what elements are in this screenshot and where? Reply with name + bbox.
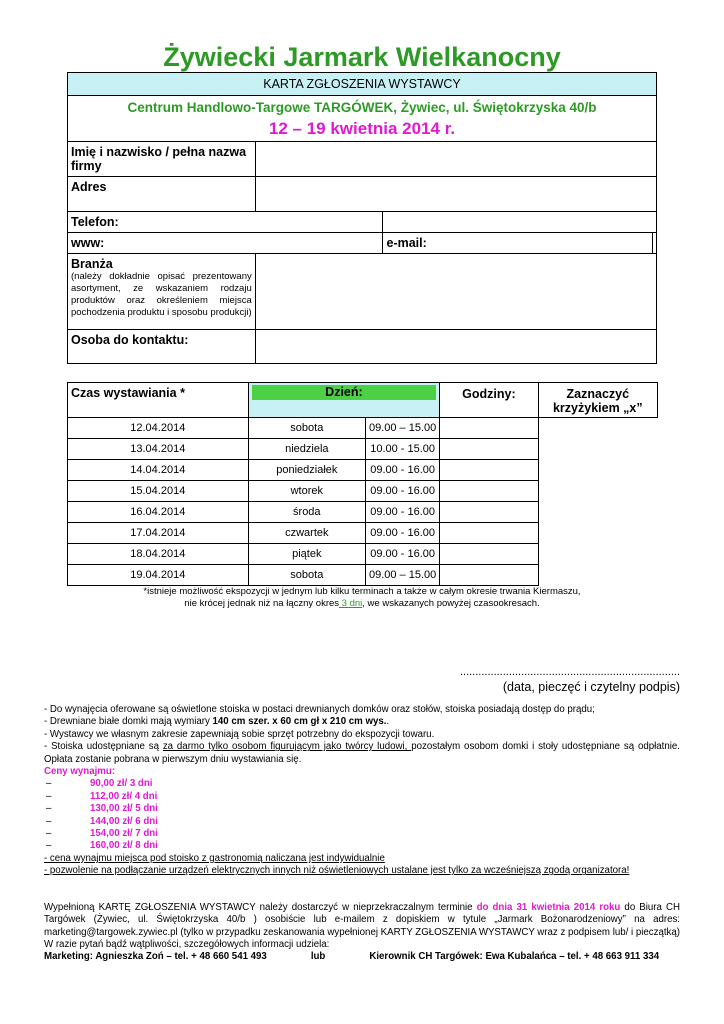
row-mark-checkbox[interactable] xyxy=(440,544,538,565)
info-section xyxy=(44,704,680,964)
price-item: – 154,00 zł/ 7 dni xyxy=(46,828,158,840)
event-dates: 12 – 19 kwietnia 2014 r. xyxy=(268,119,456,138)
branch-cell xyxy=(68,254,256,330)
row-date: 12.04.2014 xyxy=(68,418,249,439)
email-field[interactable] xyxy=(383,233,653,254)
row-mark-checkbox[interactable] xyxy=(440,481,538,502)
name-label: Imię i nazwisko / pełna nazwa firmy xyxy=(68,142,256,177)
row-day: sobota xyxy=(248,565,365,586)
price-item: – 112,00 zł/ 4 dni xyxy=(46,790,158,802)
price-list xyxy=(44,778,680,852)
exhibitor-form xyxy=(67,72,657,364)
info-line: - Do wynajęcia oferowane są oświetlone stoiska w postaci drewnianych domków oraz stołów, stoiska posiadają dostęp do prądu; xyxy=(44,704,595,715)
row-date: 15.04.2014 xyxy=(68,481,249,502)
price-item: – 130,00 zł/ 5 dni xyxy=(46,803,158,815)
row-day: niedziela xyxy=(248,439,365,460)
row-hours: 09.00 - 16.00 xyxy=(366,523,440,544)
submission-paragraph: Wypełnioną KARTĘ ZGŁOSZENIA WYSTAWCY należy dostarczyć w nieprzekraczalnym terminie do dnia 31 kwietnia 2014 roku do Biura CH Targówek (Żywiec, ul. Świętokrzyska 40/b ) osobiście lub e-mailem z dopiskiem w tytule „Jarmark Bożonarodzeniowy” na adres: marketing@targowek.zywiec.pl (tylko w przypadku zeskanowania wypełnionej KARTY ZGŁOSZENIA WYSTAWCY wraz z podpisem lub/ i pieczątką) xyxy=(44,901,680,938)
signature-line[interactable]: ........................................................................ xyxy=(459,666,680,678)
row-day: piątek xyxy=(248,544,365,565)
info-line: - Stoiska udostępniane są za darmo tylko osobom figurującym jako twórcy ludowi, pozostałym osobom domki i stoły udostępniane są odpłatnie. Opłata zostanie pobrana w pierwszym dniu wystawiania się. xyxy=(44,741,680,765)
info-line: - Wystawcy we własnym zakresie zapewniają sobie sprzęt potrzebny do ekspozycji towaru. xyxy=(44,728,435,740)
row-date: 14.04.2014 xyxy=(68,460,249,481)
info-line: - Drewniane białe domki mają wymiary 140 cm szer. x 60 cm gł x 210 cm wys.. xyxy=(44,716,390,728)
phone-extra-field[interactable] xyxy=(383,212,657,233)
row-mark-checkbox[interactable] xyxy=(440,502,538,523)
row-day: poniedziałek xyxy=(248,460,365,481)
row-day: wtorek xyxy=(248,481,365,502)
card-title: KARTA ZGŁOSZENIA WYSTAWCY xyxy=(68,73,657,96)
row-day: środa xyxy=(248,502,365,523)
row-date: 19.04.2014 xyxy=(68,565,249,586)
branch-field[interactable] xyxy=(255,254,656,330)
venue-address: Centrum Handlowo-Targowe TARGÓWEK, Żywiec, ul. Świętokrzyska 40/b xyxy=(127,100,597,115)
contact-line: Marketing: Agnieszka Zoń – tel. + 48 660 541 493 lub Kierownik CH Targówek: Ewa Kubalańca – tel. + 48 663 911 334 xyxy=(44,951,660,963)
www-label: www: xyxy=(71,236,105,250)
name-field[interactable] xyxy=(255,142,656,177)
price-item: – 144,00 zł/ 6 dni xyxy=(46,815,158,827)
row-hours: 09.00 - 16.00 xyxy=(366,481,440,502)
row-day: czwartek xyxy=(248,523,365,544)
schedule-note xyxy=(67,586,657,610)
row-mark-checkbox[interactable] xyxy=(440,418,538,439)
row-hours: 09.00 - 16.00 xyxy=(366,502,440,523)
schedule-table xyxy=(67,382,658,586)
row-mark-checkbox[interactable] xyxy=(440,460,538,481)
row-mark-checkbox[interactable] xyxy=(440,523,538,544)
contact-field[interactable] xyxy=(255,330,656,364)
row-hours: 09.00 – 15.00 xyxy=(366,418,440,439)
row-mark-checkbox[interactable] xyxy=(440,565,538,586)
schedule-row xyxy=(68,481,658,502)
address-label: Adres xyxy=(68,177,256,212)
day-header xyxy=(248,383,440,418)
phone-field[interactable] xyxy=(68,212,383,233)
row-date: 17.04.2014 xyxy=(68,523,249,544)
info-line: - pozwolenie na podłączanie urządzeń elektrycznych innych niż oświetleniowych ustalane jest tylko za wcześniejszą zgodą organizatora! xyxy=(44,865,630,877)
branch-description: (należy dokładnie opisać prezentowany asortyment, ze wskazaniem rodzaju produktów oraz określeniem miejsca pochodzenia produktu i sposobu produkcji) xyxy=(71,271,252,318)
row-date: 13.04.2014 xyxy=(68,439,249,460)
row-mark-checkbox[interactable] xyxy=(440,439,538,460)
info-line: W razie pytań bądź wątpliwości, szczegółowych informacji udziela: xyxy=(44,938,330,950)
schedule-row xyxy=(68,523,658,544)
hours-header: Godziny: xyxy=(440,383,538,418)
row-hours: 09.00 - 16.00 xyxy=(366,544,440,565)
row-hours: 09.00 - 16.00 xyxy=(366,460,440,481)
price-item: – 90,00 zł/ 3 dni xyxy=(46,778,153,790)
manager-contact: Kierownik CH Targówek: Ewa Kubalańca – tel. + 48 663 911 334 xyxy=(369,951,660,963)
signature-label: (data, pieczęć i czytelny podpis) xyxy=(502,680,680,694)
phone-label: Telefon: xyxy=(71,215,119,229)
schedule-row xyxy=(68,565,658,586)
price-item: – 160,00 zł/ 8 dni xyxy=(46,840,158,852)
schedule-row xyxy=(68,418,658,439)
page-title: Żywiecki Jarmark Wielkanocny xyxy=(163,42,561,72)
info-line: - cena wynajmu miejsca pod stoisko z gastronomią naliczana jest indywidualnie xyxy=(44,852,385,864)
mark-header: Zaznaczyć krzyżykiem „x” xyxy=(538,383,657,418)
row-date: 16.04.2014 xyxy=(68,502,249,523)
min-days: 3 dni xyxy=(339,598,363,609)
row-hours: 09.00 – 15.00 xyxy=(366,565,440,586)
schedule-row xyxy=(68,544,658,565)
branch-label: Branża xyxy=(71,257,113,271)
row-day: sobota xyxy=(248,418,365,439)
www-field[interactable] xyxy=(68,233,383,254)
display-time-label: Czas wystawiania * xyxy=(68,383,249,418)
address-field[interactable] xyxy=(255,177,656,212)
note-line-1: *istnieje możliwość ekspozycji w jednym lub kilku terminach a także w całym okresie trwania Kiermaszu, xyxy=(143,586,581,597)
row-hours: 10.00 - 15.00 xyxy=(366,439,440,460)
email-label: e-mail: xyxy=(386,236,427,250)
prices-label: Ceny wynajmu: xyxy=(44,766,116,778)
schedule-row xyxy=(68,439,658,460)
email-extra-cell xyxy=(652,233,656,254)
note-line-2: nie krócej jednak niż na łączny okres 3 dni, we wskazanych powyżej czasookresach. xyxy=(184,598,540,609)
row-date: 18.04.2014 xyxy=(68,544,249,565)
schedule-row xyxy=(68,502,658,523)
day-header-label: Dzień: xyxy=(252,385,437,400)
marketing-contact: Marketing: Agnieszka Zoń – tel. + 48 660 541 493 xyxy=(44,951,267,963)
schedule-row xyxy=(68,460,658,481)
contact-label: Osoba do kontaktu: xyxy=(68,330,256,364)
